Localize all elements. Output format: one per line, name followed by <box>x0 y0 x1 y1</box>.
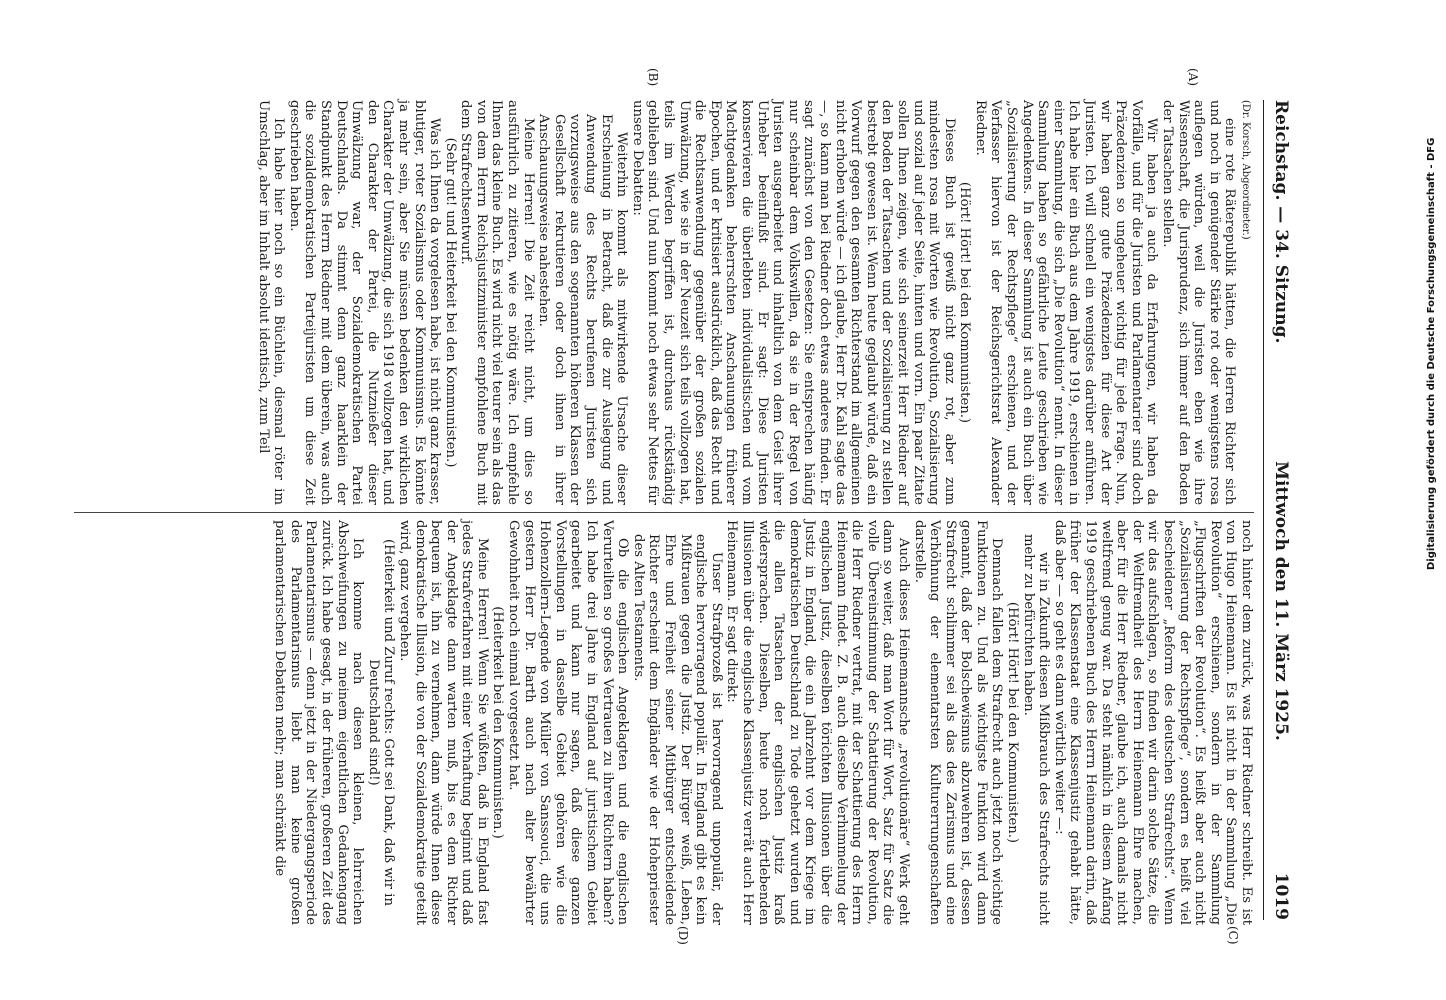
scanned-page <box>50 60 1310 960</box>
paragraph: Dieses Buch ist gewiß nicht ganz rot, aber zum mindesten rosa mit Worten wie Revolution, Sozialisierung und sozial auf jeder Seite, hinten und vorn. Ein paar Zitate sollen Ihnen zeigen, wie sich seinerzeit Herr Riedner auf den Boden der Tatsachen und der Sozialisierung zu stellen bestrebt gewesen ist. Wenn heute geglaubt würde, daß ein Vorwurf gegen den gesamten Richterstand im allgemeinen nicht erhoben würde — ich glaube, Herr Dr. Kahl sagte das —, so kann man bei Riedner doch etwas anderes finden. Er sagt zunächst von den Gesetzen: Sie entsprechen häufig nur scheinbar dem Volkswillen, da sie in der Regel von Juristen ausgearbeitet und inhaltlich von dem Geist ihrer Urheber beeinflußt sind. Er sagt: Diese Juristen konservieren die überlebten individualistischen und vom Machtgedanken beherrschten Anschauungen früherer Epochen, und er kritisiert ausdrücklich, daß das Recht und die Rechtsanwendung gegenüber der großen sozialen Umwälzung, wie sie in der Neuzeit sich teils vollzogen hat, teils im Werden begriffen ist, durchaus rückständig geblieben sind. Und nun kommt noch etwas sehr Nettes für unsere Debatten: <box>629 100 957 505</box>
paragraph: noch hinter dem zurück, was Herr Riedner schreibt. Es ist von Hugo Heinemann. Es ist nicht in der Sammlung „Die Revolution“ erschienen, sondern in der Sammlung „Flugschriften der Revolution“. Es heißt aber auch nicht „Sozialisierung der Rechtspflege“, sondern es heißt viel bescheidener „Reform des deutschen Strafrechts“. Wenn wir das aufschlagen, so finden wir darin solche Sätze, die der Weltfremdheit des Herrn Heinemann Ehre machen, aber für die Herr Riedner, glaube ich, auch damals nicht weltfremd genug war. Da steht nämlich in diesem Anfang 1919 geschriebenen Buch des Herrn Heinemann darin, daß früher der Klassenstaat eine Klassenjustiz gehabt hätte, daß aber — so geht es dann wörtlich weiter —: <box>1051 520 1254 925</box>
margin-marker-b: (B) <box>646 68 660 87</box>
column-divider <box>74 512 1254 513</box>
paragraph: Ob die englischen Angeklagten und die englischen Verurteilten so großes Vertrauen zu ihren Richtern haben? Ich habe drei Jahre in England auf juristischem Gebiet gearbeitet und kann nur sagen, daß diese ganzen Vorstellungen in dasselbe Gebiet gehören wie die Hohenzollern-Legende von Müller von Sanssouci, die uns gestern Herr Dr. Barth auch nach alter bewährter Gewohnheit noch einmal vorgesetzt hat. <box>506 520 631 925</box>
paragraph: Auch dieses Heinemannsche „revolutionäre“ Werk geht dann so weiter, daß man Wort für Wort, Satz für Satz die volle Übereinstimmung der Schattierung der Revolution, die Herr Riedner vertrat, mit der Schattierung des Herrn Heinemann findet. Z. B. auch dieselbe Verhimmelung der englischen Justiz, dieselben törichten Illusionen über die Justiz in England, die ein Jahrzehnt vor dem Kriege im demokratischen Deutschland zu Tode gehetzt wurden und die allen Tatsachen der englischen Justiz kraß widersprachen. Dieselben, heute noch fortlebenden Illusionen über die englische Klassenjustiz verrät auch Herr Heinemann. Er sagt direkt: <box>724 520 911 925</box>
margin-marker-a: (A) <box>1186 68 1200 87</box>
interjection: (Heiterkeit bei den Kommunisten.) <box>490 606 506 839</box>
paragraph: Ich habe hier noch so ein Büchlein, diesmal röter im Umschlag, aber im Inhalt absolut identisch, zum Teil <box>255 100 287 505</box>
speaker-line: (Dr. Korsch, Abgeordneter.) <box>1240 100 1251 240</box>
quotation: Weiterhin kommt als mitwirkende Ursache dieser Erscheinung in Betracht, daß die zur Auslegung und Anwendung des Rechts berufenen Juristen sich vorzugsweise aus den sogenannten höheren Klassen der Gesellschaft rekrutieren oder doch ihnen in ihrer Anschauungsweise nahestehen. <box>536 114 630 505</box>
running-header <box>1263 100 1292 920</box>
interjection: (Heiterkeit und Zuruf rechts: Gott sei Dank, daß wir in Deutschland sind!) <box>365 539 397 906</box>
margin-marker-d: (D) <box>676 926 690 945</box>
page-number: 1019 <box>1271 872 1291 920</box>
header-date: Mittwoch den 11. März 1925. <box>1271 461 1291 741</box>
paragraph: Was ich Ihnen da vorgelesen habe, ist nicht ganz krasser, blutiger, roter Sozialismus oder Kommunismus. Es könnte ja mehr sein, aber Sie müssen bedenken den wirklichen Charakter der Umwälzung, die sich 1918 vollzogen hat, und den Charakter der Partei, die Nutznießer dieser Umwälzung war, der Sozialdemokratischen Partei Deutschlands. Da stimmt denn ganz haarklein der Standpunkt des Herrn Riedner mit dem überein, was auch die sozialdemokratischen Parteijuristen um diese Zeit geschrieben haben. <box>286 100 443 505</box>
paragraph: Ich komme nach diesen kleinen, lehrreichen Abschweifungen zu meinem eigentlichen Gedankengang zurück. Ich habe gesagt, in der früheren, großeren Zeit des Parlamentarismus — denn jetzt in der Niedergangsperiode des Parlamentarismus liebt man keine großen parlamentarischen Debatten mehr; man schränkt die <box>272 520 366 925</box>
header-left: Reichstag. — 34. Sitzung. <box>1271 100 1291 344</box>
rotated-page-content <box>50 60 1310 960</box>
interjection: (Hört! Hört! bei den Kommunisten.) <box>957 181 973 424</box>
paragraph: Wir haben ja auch da Erfahrungen, wir haben da Vorfälle, und für die Juristen und Parlamentarier sind doch Präzedenzien so ungeheuer wichtig für jede Frage. Nun, wir haben ganz gute Präzedenzien für diese Art der Juristen. Ich will schnell ein wenigstes darüber anführen. Ich habe hier ein Buch aus dem Jahre 1919, erschienen in einer Sammlung, die sich „Die Revolution“ nennt. In dieser Sammlung haben so gefährliche Leute geschrieben wie Angedenkens. In dieser Sammlung ist auch ein Buch über „Sozialisierung der Rechtspflege“ erschienen, und der Verfasser hiervon ist der Reichsgerichtsrat Alexander Riedner. <box>972 100 1160 505</box>
text-column-left <box>64 100 1254 505</box>
quotation: wir in Zukunft diesen Mißbrauch des Strafrechts nicht mehr zu befürchten haben. <box>1020 534 1052 925</box>
digitization-credit-text: Digitalisierung gefördert durch die Deutsche Forschungsgemeinschaft - DFG <box>1426 137 1437 570</box>
interjection: (Hört! Hört! bei den Kommunisten.) <box>1005 601 1021 844</box>
quotation: Unser Strafprozeß ist hervorragend unpopulär, der englische hervorragend populär. In England gibt es kein Mißtrauen gegen die Justiz. Der Bürger weiß, Leben, Ehre und Freiheit seiner Mitbürger entscheidende Richter erscheint dem Engländer wie der Hohepriester des Alten Testaments. <box>630 534 724 925</box>
paragraph: Meine Herren! Die Zeit reicht nicht, um dies so ausführlich zu zitieren, wie es nötig wäre. Ich empfehle Ihnen das kleine Buch. Es wird nicht viel teurer sein als das von dem Herrn Reichsjustizminister empfohlene Buch mit dem Strafrechtsentwurf. <box>458 100 536 505</box>
paragraph: Demnach fallen dem Strafrecht auch jetzt noch wichtige Funktionen zu. Und als wichtigste Funktion wird dann genannt, daß der Bolschewismus abzuwehren ist, dessen Strafrecht schlimmer sei als das des Zarismus und eine Verhöhnung der elementarsten Kulturerrungenschaften darstelle. <box>911 520 1005 925</box>
interjection: (Sehr gut! und Heiterkeit bei den Kommunisten.) <box>442 137 458 468</box>
digitization-credit <box>1406 10 1437 570</box>
text-column-right <box>64 520 1254 925</box>
paragraph: eine rote Räterepublik hätten, die Herren Richter sich und noch in genügender Stärke rot oder wenigstens rosa auflegen würden, weil die Juristen eben wie ihre Wissenschaft, die Jurisprudenz, sich immer auf den Boden der Tatsachen stellen. <box>1160 100 1238 505</box>
header-right <box>1271 461 1291 920</box>
margin-marker-c: (C) <box>1226 926 1240 945</box>
paragraph: Meine Herren! Wenn Sie wüßten, daß in England fast jedes Strafverfahren mit einer Verhaftung beginnt und daß der Angeklagte dann warten muß, bis es dem Richter bequem ist, ihn zu vernehmen, dann würde Ihnen diese demokratische Illusion, die von der Sozialdemokratie geteilt wird, ganz vergehen. <box>396 520 490 925</box>
